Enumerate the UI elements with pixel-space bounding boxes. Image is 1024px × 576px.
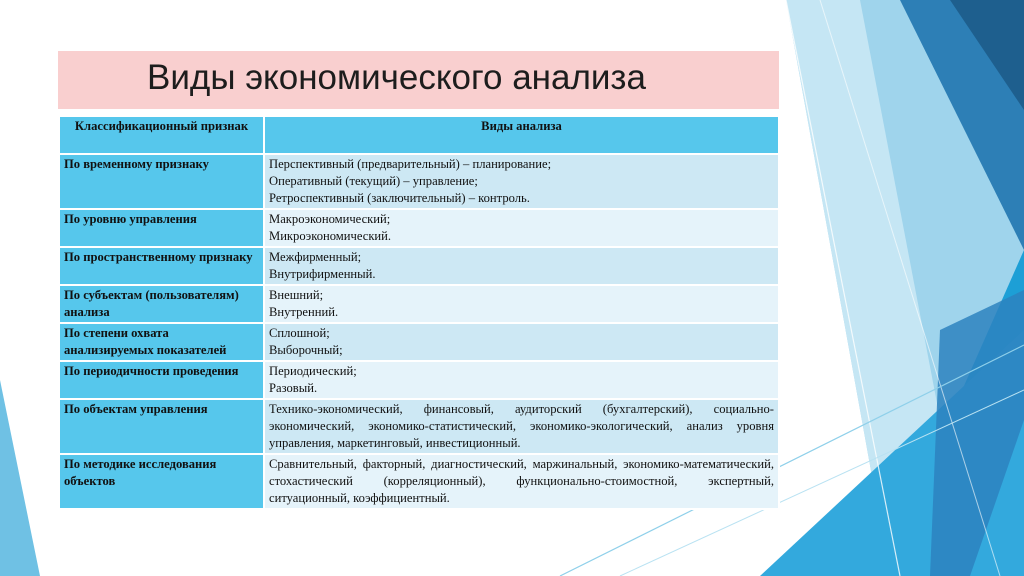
header-analysis-types: Виды анализа: [264, 116, 779, 154]
type-line: Межфирменный;: [269, 250, 362, 264]
analysis-types-table: [58, 115, 780, 510]
criterion-cell: По уровню управления: [59, 209, 264, 247]
criterion-cell: По периодичности проведения: [59, 361, 264, 399]
type-line: Внутрифирменный.: [269, 267, 376, 281]
types-cell: Технико-экономический, финансовый, аудиторский (бухгалтерский), социально-экономический, экономико-статистический, экономико-экологический, анализ уровня управления, маркетинговый, инвестиционный.: [264, 399, 779, 454]
type-line: Оперативный (текущий) – управление;: [269, 174, 478, 188]
type-line: Разовый.: [269, 381, 318, 395]
table-row: [59, 454, 779, 509]
table-row: [59, 323, 779, 361]
criterion-cell: По субъектам (пользователям) анализа: [59, 285, 264, 323]
type-line: Перспективный (предварительный) – планирование;: [269, 157, 552, 171]
table-header-row: [59, 116, 779, 154]
types-cell: [264, 154, 779, 209]
types-cell: [264, 323, 779, 361]
type-line: Внешний;: [269, 288, 324, 302]
types-cell: [264, 247, 779, 285]
slide-title: Виды экономического анализа: [147, 58, 646, 97]
types-cell: [264, 285, 779, 323]
type-line: Сплошной;: [269, 326, 330, 340]
criterion-cell: По пространственному признаку: [59, 247, 264, 285]
criterion-cell: По методике исследования объектов: [59, 454, 264, 509]
criterion-cell: По степени охвата анализируемых показателей: [59, 323, 264, 361]
type-line: Периодический;: [269, 364, 357, 378]
types-cell: [264, 361, 779, 399]
table-row: [59, 361, 779, 399]
type-line: Выборочный;: [269, 343, 343, 357]
table-row: [59, 154, 779, 209]
criterion-cell: По объектам управления: [59, 399, 264, 454]
table-row: [59, 209, 779, 247]
table-row: [59, 285, 779, 323]
types-cell: [264, 209, 779, 247]
type-line: Микроэкономический.: [269, 229, 392, 243]
table-row: [59, 247, 779, 285]
type-line: Внутренний.: [269, 305, 339, 319]
table-row: [59, 399, 779, 454]
types-cell: Сравнительный, факторный, диагностический, маржинальный, экономико-математический, стохастический (корреляционный), функционально-стоимостной, экспертный, ситуационный, коэффициентный.: [264, 454, 779, 509]
type-line: Ретроспективный (заключительный) – контроль.: [269, 191, 530, 205]
criterion-cell: По временному признаку: [59, 154, 264, 209]
type-line: Макроэкономический;: [269, 212, 391, 226]
header-criterion: Классификационный признак: [59, 116, 264, 154]
